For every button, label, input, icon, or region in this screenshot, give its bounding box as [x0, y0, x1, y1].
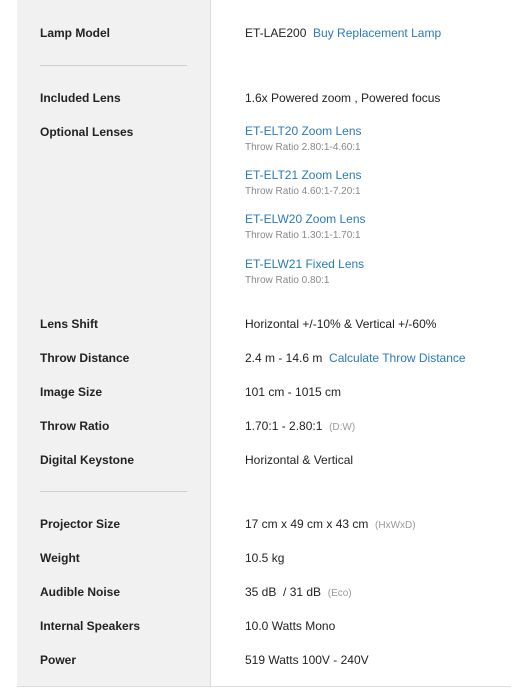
- lamp-model-value: [245, 26, 441, 40]
- digital-keystone-label: Digital Keystone: [40, 453, 135, 467]
- optional-lens-ratio: Throw Ratio 2.80:1-4.60:1: [245, 142, 361, 153]
- optional-lens-link[interactable]: ET-ELT20 Zoom Lens: [245, 124, 362, 138]
- image-size-value: 101 cm - 1015 cm: [245, 385, 342, 399]
- lens-shift-label: Lens Shift: [40, 317, 99, 331]
- projector-size-value: [245, 517, 416, 531]
- optional-lens-link[interactable]: ET-ELT21 Zoom Lens: [245, 168, 362, 182]
- throw-ratio-note: (D:W): [329, 422, 356, 433]
- included-lens-label: Included Lens: [40, 91, 121, 105]
- weight-label: Weight: [40, 551, 80, 565]
- audible-noise-note: (Eco): [327, 588, 352, 599]
- buy-replacement-lamp-link[interactable]: Buy Replacement Lamp: [313, 26, 442, 40]
- optional-lenses-label: Optional Lenses: [40, 125, 134, 139]
- projector-size-label: Projector Size: [40, 517, 121, 531]
- section-divider: [40, 65, 187, 66]
- projector-size-note: (HxWxD): [375, 520, 416, 531]
- lamp-model-label: Lamp Model: [40, 26, 111, 40]
- optional-lens-ratio: Throw Ratio 4.60:1-7.20:1: [245, 186, 361, 197]
- image-size-label: Image Size: [40, 385, 103, 399]
- throw-ratio-text: 1.70:1 - 2.80:1: [245, 419, 323, 433]
- section-divider: [40, 491, 187, 492]
- table-bottom-border: [17, 686, 511, 687]
- power-label: Power: [40, 653, 77, 667]
- optional-lens-ratio: Throw Ratio 1.30:1-1.70:1: [245, 230, 361, 241]
- optional-lens-ratio: Throw Ratio 0.80:1: [245, 275, 330, 286]
- audible-noise-label: Audible Noise: [40, 585, 121, 599]
- weight-value: 10.5 kg: [245, 551, 285, 565]
- optional-lens-link[interactable]: ET-ELW21 Fixed Lens: [245, 257, 365, 271]
- optional-lens-link[interactable]: ET-ELW20 Zoom Lens: [245, 212, 366, 226]
- throw-distance-text: 2.4 m - 14.6 m: [245, 351, 323, 365]
- power-value: 519 Watts 100V - 240V: [245, 653, 369, 667]
- throw-distance-value: [245, 351, 466, 365]
- audible-noise-text: 35 dB / 31 dB: [245, 585, 322, 599]
- internal-speakers-value: 10.0 Watts Mono: [245, 619, 336, 633]
- throw-ratio-label: Throw Ratio: [40, 419, 110, 433]
- internal-speakers-label: Internal Speakers: [40, 619, 141, 633]
- included-lens-value: 1.6x Powered zoom , Powered focus: [245, 91, 441, 105]
- throw-distance-label: Throw Distance: [40, 351, 130, 365]
- audible-noise-value: [245, 585, 352, 599]
- lamp-model-text: ET-LAE200: [245, 26, 307, 40]
- digital-keystone-value: Horizontal & Vertical: [245, 453, 354, 467]
- projector-size-text: 17 cm x 49 cm x 43 cm: [245, 517, 369, 531]
- lens-shift-value: Horizontal +/-10% & Vertical +/-60%: [245, 317, 437, 331]
- calculate-throw-distance-link[interactable]: Calculate Throw Distance: [329, 351, 466, 365]
- throw-ratio-value: [245, 419, 355, 433]
